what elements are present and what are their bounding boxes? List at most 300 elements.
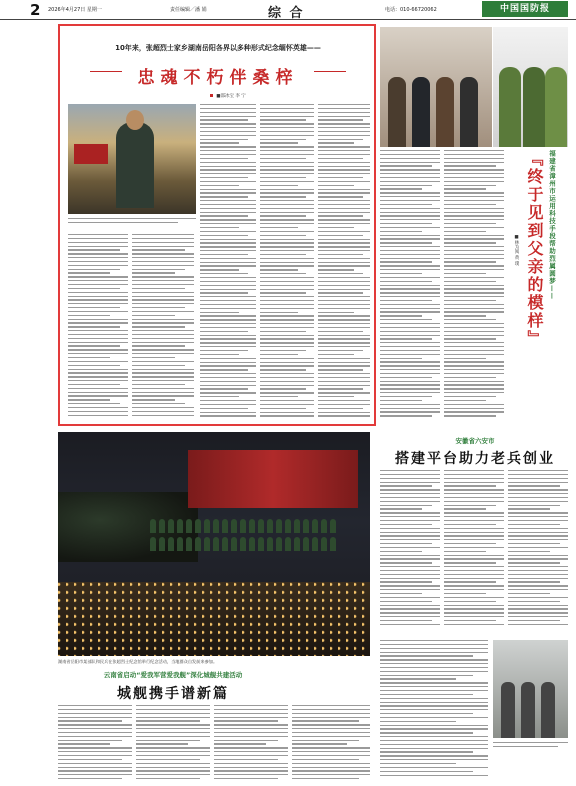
text-line	[318, 289, 370, 290]
text-line	[68, 334, 128, 335]
text-line	[132, 276, 194, 277]
text-line	[380, 721, 456, 722]
text-line	[292, 724, 370, 725]
text-line	[318, 373, 370, 374]
text-line	[132, 326, 185, 327]
article-byline	[168, 93, 288, 99]
text-line	[200, 177, 248, 178]
text-line	[292, 743, 347, 744]
text-line	[292, 717, 370, 718]
text-line	[200, 265, 256, 266]
text-line	[444, 520, 504, 521]
text-line	[200, 235, 248, 236]
text-line	[380, 767, 488, 768]
bottom-body-column-1	[58, 705, 132, 783]
text-line	[380, 335, 440, 336]
text-line	[318, 292, 363, 293]
text-line	[380, 655, 473, 656]
text-line	[318, 285, 370, 286]
text-line	[444, 246, 504, 247]
text-line	[200, 327, 256, 328]
text-line	[214, 759, 278, 760]
text-line	[68, 365, 120, 366]
text-line	[132, 392, 194, 393]
text-line	[200, 131, 256, 132]
text-line	[318, 204, 370, 205]
text-line	[200, 123, 256, 124]
text-line	[444, 292, 504, 293]
feature-article-main[interactable]	[58, 24, 376, 426]
text-line	[260, 323, 314, 324]
text-line	[132, 338, 194, 339]
text-line	[58, 763, 132, 764]
text-line	[260, 227, 298, 228]
text-line	[58, 724, 132, 725]
text-line	[132, 288, 185, 289]
text-line	[380, 227, 440, 228]
text-line	[260, 204, 314, 205]
text-line	[380, 640, 488, 641]
text-line	[318, 150, 370, 151]
text-line	[380, 535, 440, 536]
text-line	[132, 253, 194, 254]
text-line	[318, 146, 370, 147]
text-line	[136, 736, 210, 737]
text-line	[200, 300, 256, 301]
text-line	[260, 169, 314, 170]
text-line	[318, 362, 370, 363]
text-line	[260, 246, 314, 247]
text-line	[132, 353, 194, 354]
text-line	[318, 404, 370, 405]
text-line	[508, 543, 560, 544]
text-line	[200, 189, 256, 190]
text-line	[380, 644, 488, 645]
text-line	[380, 589, 440, 590]
text-line	[132, 303, 194, 304]
text-line	[380, 246, 440, 247]
text-line	[200, 246, 256, 247]
text-line	[444, 331, 504, 332]
right-article-byline: ■林为阅 黄 璞	[514, 235, 519, 266]
text-line	[380, 200, 440, 201]
text-line	[260, 400, 314, 401]
text-line	[260, 412, 314, 413]
text-line	[200, 127, 256, 128]
text-line	[380, 474, 440, 475]
article-photo	[68, 104, 196, 214]
text-line	[68, 234, 128, 235]
text-line	[318, 223, 370, 224]
text-line	[444, 485, 496, 486]
text-line	[58, 736, 132, 737]
text-line	[200, 338, 256, 339]
text-line	[508, 547, 568, 548]
text-line	[132, 246, 194, 247]
bottom-body-column-3	[214, 705, 288, 783]
text-line	[508, 616, 568, 617]
text-line	[318, 231, 370, 232]
bottom-article-title: 城舰携手谱新篇	[117, 686, 229, 702]
text-line	[68, 311, 128, 312]
text-line	[132, 292, 194, 293]
text-line	[200, 208, 256, 209]
text-line	[260, 215, 306, 216]
text-line	[318, 254, 363, 255]
text-line	[68, 249, 120, 250]
text-line	[68, 361, 128, 362]
text-line	[136, 728, 210, 729]
text-line	[260, 223, 314, 224]
text-line	[318, 354, 354, 355]
text-line	[380, 736, 488, 737]
text-line	[444, 570, 504, 571]
text-line	[508, 532, 568, 533]
text-line	[444, 219, 504, 220]
text-line	[380, 624, 440, 625]
text-line	[68, 280, 128, 281]
text-line	[58, 717, 132, 718]
text-line	[444, 608, 504, 609]
text-line	[380, 377, 432, 378]
text-line	[292, 763, 370, 764]
text-line	[444, 192, 504, 193]
text-line	[260, 173, 314, 174]
text-line	[68, 411, 128, 412]
middle-body-bottom	[380, 640, 488, 780]
text-line	[260, 319, 314, 320]
text-line	[380, 497, 440, 498]
text-line	[292, 732, 370, 733]
text-line	[68, 388, 128, 389]
text-line	[68, 380, 128, 381]
text-line	[200, 146, 256, 147]
right-article-kicker: 福建省漳州市运用科技手段帮助烈属圆梦——	[548, 150, 556, 300]
text-line	[68, 299, 128, 300]
text-line	[380, 482, 440, 483]
text-line	[444, 346, 504, 347]
text-line	[508, 485, 560, 486]
text-line	[444, 497, 504, 498]
text-line	[380, 667, 488, 668]
text-line	[68, 407, 128, 408]
text-line	[132, 369, 194, 370]
text-line	[444, 227, 504, 228]
text-line	[260, 123, 314, 124]
text-line	[200, 377, 256, 378]
text-line	[380, 551, 422, 552]
text-line	[68, 253, 128, 254]
text-line	[68, 319, 128, 320]
text-line	[132, 280, 194, 281]
text-line	[444, 605, 504, 606]
text-line	[318, 158, 363, 159]
text-line	[380, 748, 488, 749]
text-line	[444, 388, 504, 389]
body-column-5	[318, 104, 370, 422]
text-line	[380, 593, 422, 594]
text-line	[380, 648, 488, 649]
text-line	[508, 524, 560, 525]
text-line	[444, 315, 486, 316]
text-line	[380, 505, 432, 506]
text-line	[318, 388, 363, 389]
text-line	[508, 508, 550, 509]
text-line	[318, 200, 370, 201]
text-line	[380, 555, 440, 556]
text-line	[58, 713, 132, 714]
text-line	[380, 331, 440, 332]
text-line	[200, 415, 256, 416]
text-line	[200, 404, 256, 405]
text-line	[68, 269, 120, 270]
text-line	[444, 250, 504, 251]
text-line	[260, 358, 314, 359]
text-line	[136, 705, 210, 706]
text-line	[68, 415, 128, 416]
text-line	[200, 331, 248, 332]
text-line	[444, 535, 504, 536]
text-line	[318, 327, 370, 328]
text-line	[444, 265, 504, 266]
page-header	[0, 0, 576, 20]
text-line	[380, 763, 456, 764]
text-line	[200, 223, 256, 224]
text-line	[292, 720, 359, 721]
text-line	[318, 350, 363, 351]
text-line	[380, 196, 440, 197]
contact-phone: 电话：010-66720062	[385, 7, 437, 13]
text-line	[260, 338, 314, 339]
text-line	[444, 342, 504, 343]
text-line	[444, 200, 504, 201]
text-line	[444, 616, 504, 617]
text-line	[444, 482, 504, 483]
text-line	[508, 581, 560, 582]
text-line	[318, 346, 370, 347]
text-line	[508, 555, 568, 556]
text-line	[444, 392, 504, 393]
text-line	[68, 330, 128, 331]
text-line	[260, 127, 314, 128]
text-line	[444, 408, 504, 409]
text-line	[136, 759, 200, 760]
text-line	[260, 242, 314, 243]
text-line	[68, 353, 128, 354]
text-line	[380, 258, 440, 259]
text-line	[292, 767, 370, 768]
text-line	[380, 732, 473, 733]
text-line	[380, 354, 440, 355]
text-line	[444, 578, 504, 579]
text-line	[380, 620, 432, 621]
text-line	[200, 142, 239, 143]
text-line	[200, 154, 256, 155]
photo-red-banner	[188, 450, 358, 508]
text-line	[318, 369, 363, 370]
text-line	[380, 384, 440, 385]
text-line	[200, 262, 256, 263]
text-line	[260, 315, 314, 316]
text-line	[380, 755, 488, 756]
text-line	[508, 570, 568, 571]
text-line	[132, 407, 194, 408]
text-line	[132, 376, 194, 377]
text-line	[380, 223, 432, 224]
text-line	[444, 589, 504, 590]
text-line	[260, 381, 314, 382]
text-line	[318, 342, 370, 343]
text-line	[380, 315, 422, 316]
text-line	[380, 558, 440, 559]
text-line	[444, 300, 496, 301]
text-line	[68, 357, 110, 358]
text-line	[58, 751, 132, 752]
text-line	[260, 239, 314, 240]
text-line	[318, 108, 370, 109]
text-line	[260, 342, 314, 343]
text-line	[200, 315, 256, 316]
text-line	[508, 612, 568, 613]
text-line	[200, 239, 256, 240]
text-line	[68, 372, 128, 373]
text-line	[132, 342, 194, 343]
text-line	[318, 215, 363, 216]
text-line	[132, 349, 194, 350]
text-line	[214, 743, 266, 744]
text-line	[68, 349, 128, 350]
text-line	[132, 269, 185, 270]
text-line	[380, 285, 440, 286]
text-line	[444, 601, 496, 602]
text-line	[136, 747, 210, 748]
text-line	[380, 188, 422, 189]
text-line	[68, 272, 110, 273]
text-line	[260, 250, 314, 251]
text-line	[318, 408, 363, 409]
text-line	[444, 597, 504, 598]
text-line	[200, 400, 256, 401]
text-line	[444, 512, 504, 513]
text-line	[508, 585, 568, 586]
text-line	[260, 166, 314, 167]
text-line	[132, 415, 194, 416]
night-photo-caption: 湖南省岳阳市某部队和民兵在张超烈士纪念馆举行纪念活动，当地群众自发前来参加。	[58, 659, 218, 664]
text-line	[380, 528, 440, 529]
text-line	[318, 189, 370, 190]
body-column-4	[260, 104, 314, 422]
text-line	[200, 289, 256, 290]
text-line	[380, 308, 440, 309]
text-line	[200, 242, 256, 243]
text-line	[132, 257, 194, 258]
text-line	[260, 308, 314, 309]
text-line	[68, 265, 128, 266]
text-line	[200, 323, 256, 324]
text-line	[136, 717, 210, 718]
text-line	[318, 219, 370, 220]
text-line	[380, 616, 440, 617]
text-line	[444, 254, 504, 255]
middle-body-column-3	[508, 470, 568, 630]
text-line	[68, 296, 128, 297]
text-line	[136, 743, 188, 744]
text-line	[132, 284, 194, 285]
text-line	[200, 346, 256, 347]
text-line	[260, 415, 314, 416]
text-line	[508, 593, 550, 594]
text-line	[444, 223, 496, 224]
text-line	[318, 262, 370, 263]
section-title: 综 合	[268, 6, 305, 21]
text-line	[58, 755, 132, 756]
text-line	[508, 601, 560, 602]
text-line	[132, 399, 175, 400]
text-line	[380, 751, 473, 752]
text-line	[444, 551, 486, 552]
text-line	[380, 185, 432, 186]
text-line	[200, 373, 256, 374]
text-line	[380, 150, 440, 151]
text-line	[260, 296, 314, 297]
text-line	[380, 269, 440, 270]
text-line	[318, 250, 370, 251]
text-line	[292, 759, 359, 760]
middle-body-column-2	[444, 470, 504, 630]
text-line	[260, 262, 314, 263]
text-line	[214, 751, 288, 752]
text-line	[136, 778, 200, 779]
text-line	[444, 261, 496, 262]
text-line	[318, 166, 370, 167]
text-line	[508, 470, 568, 471]
text-line	[200, 277, 256, 278]
text-line	[380, 501, 440, 502]
text-line	[508, 497, 568, 498]
text-line	[260, 350, 306, 351]
text-line	[380, 327, 440, 328]
text-line	[444, 215, 504, 216]
text-line	[58, 728, 132, 729]
text-line	[444, 384, 504, 385]
text-line	[68, 322, 128, 323]
text-line	[200, 200, 256, 201]
text-line	[380, 547, 440, 548]
text-line	[444, 296, 504, 297]
text-line	[200, 354, 239, 355]
bottom-body-column-2	[136, 705, 210, 783]
text-line	[380, 304, 440, 305]
text-line	[444, 585, 504, 586]
text-line	[318, 335, 370, 336]
text-line	[380, 771, 473, 772]
text-line	[318, 273, 363, 274]
text-line	[214, 755, 288, 756]
text-line	[508, 528, 568, 529]
bottom-article-kicker: 云南省启动“爱我军营爱我舰”深化城舰共建活动	[103, 671, 243, 679]
text-line	[380, 181, 440, 182]
text-line	[260, 235, 306, 236]
text-line	[444, 574, 504, 575]
text-line	[380, 520, 440, 521]
middle-article-kicker: 安徽省六安市	[455, 437, 495, 445]
text-line	[444, 505, 496, 506]
text-line	[260, 208, 314, 209]
text-line	[444, 516, 504, 517]
text-line	[508, 474, 568, 475]
text-line	[318, 304, 370, 305]
text-line	[444, 489, 504, 490]
